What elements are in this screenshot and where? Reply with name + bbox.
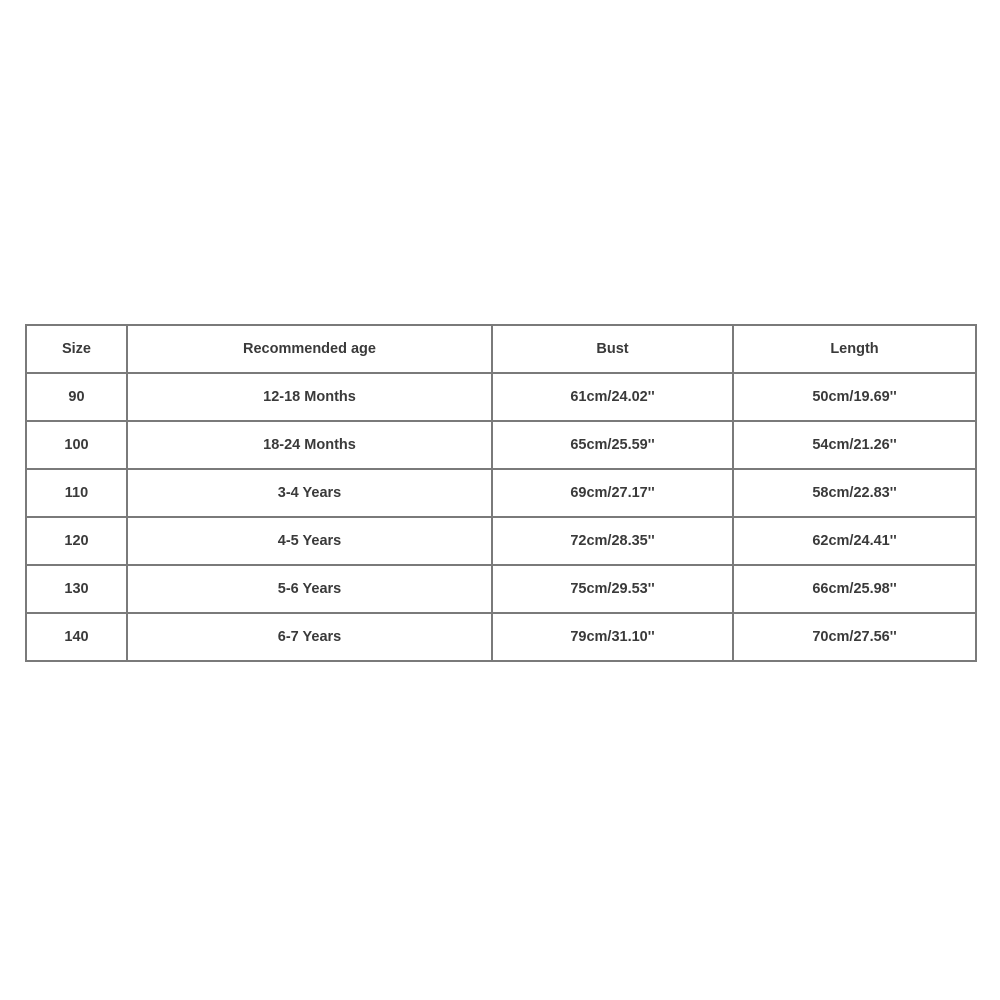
- header-bust: Bust: [492, 325, 733, 373]
- cell-bust: 72cm/28.35'': [492, 517, 733, 565]
- cell-size: 130: [26, 565, 127, 613]
- cell-bust: 69cm/27.17'': [492, 469, 733, 517]
- cell-length: 62cm/24.41'': [733, 517, 976, 565]
- cell-bust: 61cm/24.02'': [492, 373, 733, 421]
- header-recommended-age: Recommended age: [127, 325, 492, 373]
- cell-length: 50cm/19.69'': [733, 373, 976, 421]
- cell-recommended-age: 18-24 Months: [127, 421, 492, 469]
- cell-recommended-age: 3-4 Years: [127, 469, 492, 517]
- cell-recommended-age: 4-5 Years: [127, 517, 492, 565]
- table-row: [26, 421, 976, 469]
- cell-size: 110: [26, 469, 127, 517]
- cell-bust: 79cm/31.10'': [492, 613, 733, 661]
- cell-length: 58cm/22.83'': [733, 469, 976, 517]
- cell-recommended-age: 5-6 Years: [127, 565, 492, 613]
- cell-size: 120: [26, 517, 127, 565]
- cell-recommended-age: 12-18 Months: [127, 373, 492, 421]
- table-row: [26, 613, 976, 661]
- table-row: [26, 517, 976, 565]
- header-row: [26, 325, 976, 373]
- cell-bust: 75cm/29.53'': [492, 565, 733, 613]
- table-row: [26, 373, 976, 421]
- cell-size: 140: [26, 613, 127, 661]
- cell-recommended-age: 6-7 Years: [127, 613, 492, 661]
- cell-size: 90: [26, 373, 127, 421]
- header-size: Size: [26, 325, 127, 373]
- table-row: [26, 565, 976, 613]
- cell-bust: 65cm/25.59'': [492, 421, 733, 469]
- cell-length: 70cm/27.56'': [733, 613, 976, 661]
- cell-size: 100: [26, 421, 127, 469]
- size-chart-table: [25, 324, 977, 662]
- cell-length: 54cm/21.26'': [733, 421, 976, 469]
- header-length: Length: [733, 325, 976, 373]
- cell-length: 66cm/25.98'': [733, 565, 976, 613]
- table-row: [26, 469, 976, 517]
